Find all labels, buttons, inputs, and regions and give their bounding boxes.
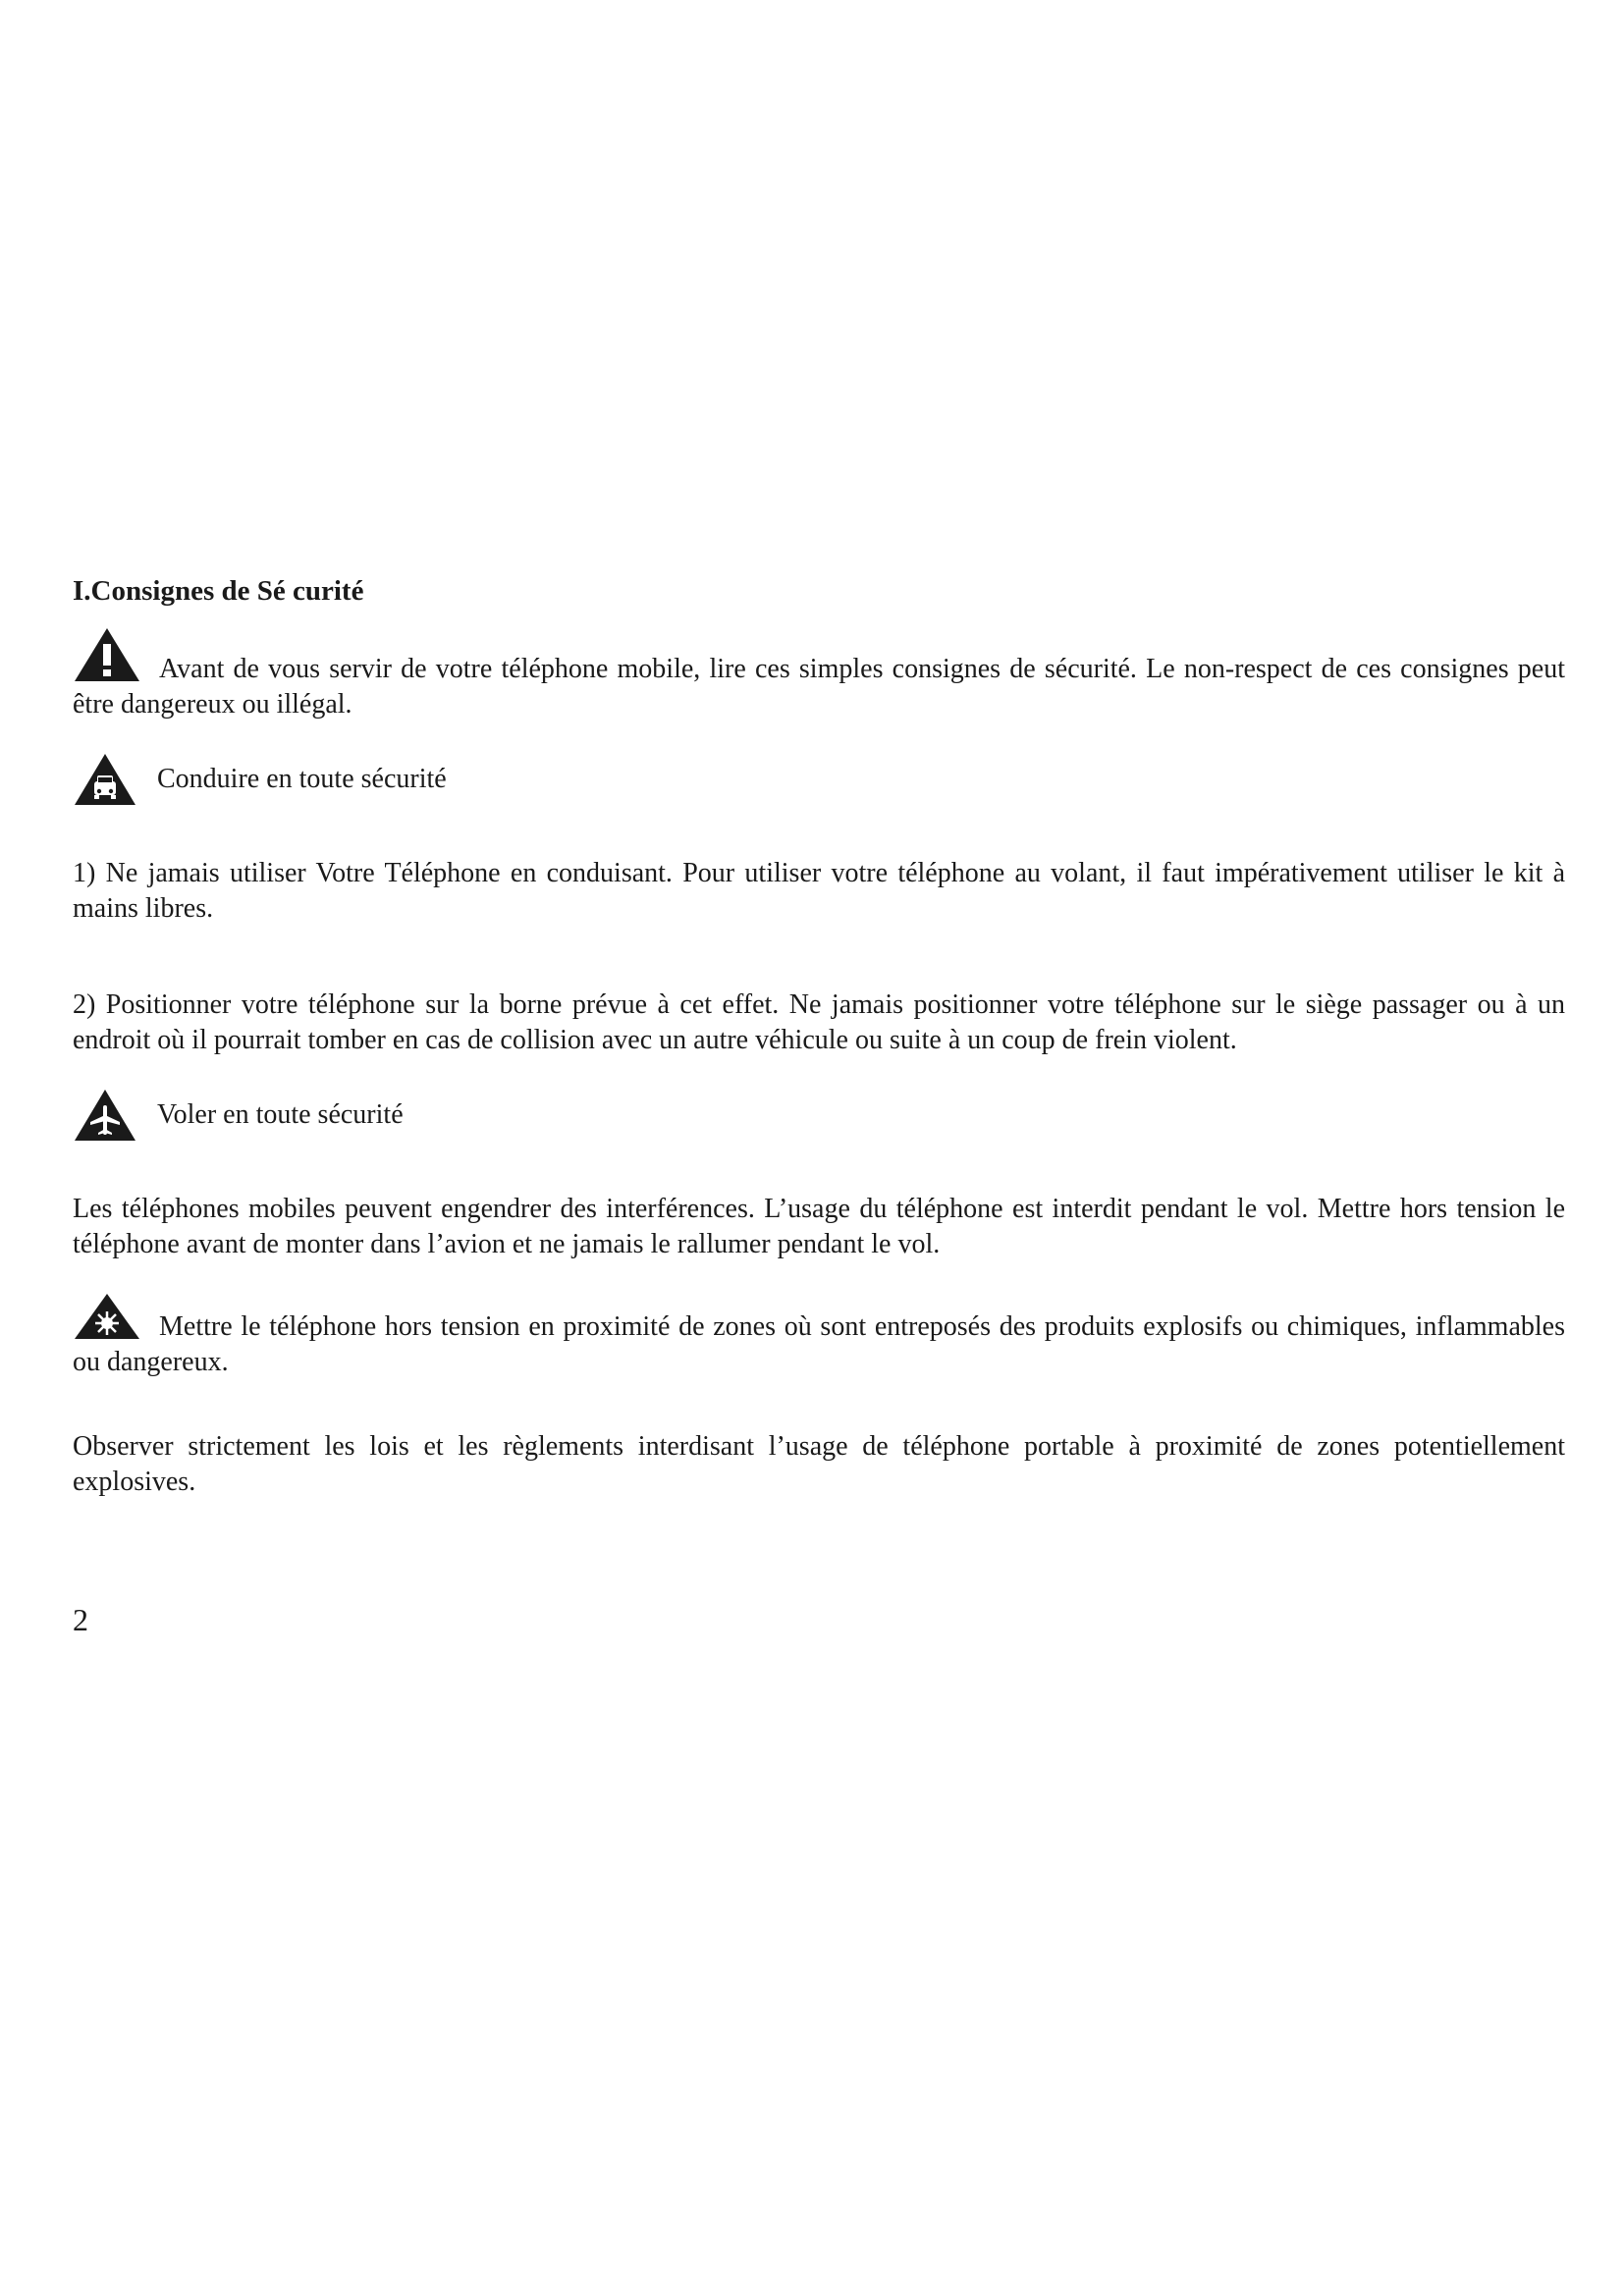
driving-heading-row	[73, 752, 1565, 807]
explosive-paragraph	[73, 1292, 1565, 1380]
car-warning-icon	[73, 752, 137, 807]
driving-heading: Conduire en toute sécurité	[157, 764, 447, 794]
warning-block	[73, 626, 1565, 722]
airplane-warning-icon	[73, 1088, 137, 1143]
driving-item-2: 2) Positionner votre téléphone sur la borne prévue à cet effet. Ne jamais positionner votre téléphone sur le siège passager ou à un endroit où il pourrait tomber en cas de collision avec un autre véhicule ou suite à un coup de frein violent.	[73, 989, 1565, 1055]
warning-text: Avant de vous servir de votre téléphone mobile, lire ces simples consignes de sécurité. Le non-respect de ces consignes peut être dangereux ou illégal.	[73, 654, 1565, 720]
flying-heading-row	[73, 1088, 1565, 1143]
explosion-warning-icon	[73, 1292, 141, 1341]
explosive-text: Mettre le téléphone hors tension en proximité de zones où sont entreposés des produits explosifs ou chimiques, inflammables ou dangereux.	[73, 1311, 1565, 1377]
flying-paragraph: Les téléphones mobiles peuvent engendrer des interférences. L’usage du téléphone est interdit pendant le vol. Mettre hors tension le téléphone avant de monter dans l’avion et ne jamais le rallumer pendant le vol.	[73, 1194, 1565, 1259]
driving-item-1: 1) Ne jamais utiliser Votre Téléphone en conduisant. Pour utiliser votre téléphone au volant, il faut impérativement utiliser le kit à mains libres.	[73, 858, 1565, 924]
page-number: 2	[73, 1602, 88, 1637]
explosive-followup: Observer strictement les lois et les règlements interdisant l’usage de téléphone portable à proximité de zones potentiellement explosives.	[73, 1431, 1565, 1497]
page-content	[73, 573, 1565, 1500]
warning-paragraph	[73, 626, 1565, 722]
warning-exclamation-icon	[73, 626, 141, 683]
flying-heading: Voler en toute sécurité	[157, 1099, 404, 1130]
section-title: I.Consignes de Sé curité	[73, 575, 364, 607]
